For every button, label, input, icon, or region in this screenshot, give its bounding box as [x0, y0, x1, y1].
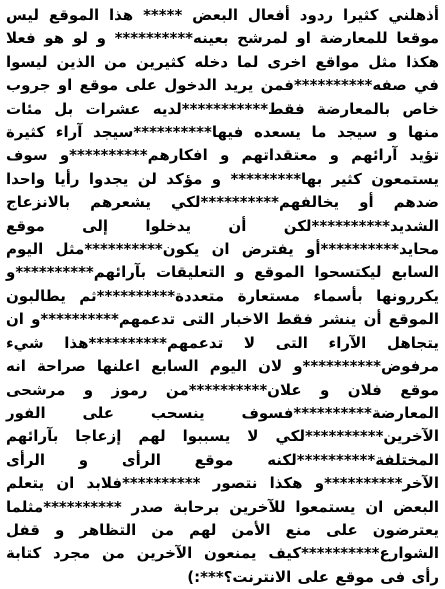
comment-paragraph: أذهلني كثيرا ردود أفعال البعض ***** هذا الموقع ليس موقعا للمعارضة او لمرشح بعينه********** و لو هو فعلا هكذا مثل مواقع اخرى لما دخله كثيرين من الذين ليسوا في صفه**********فمن يريد الدخول على موقع او جروب خاص بالمعارضة فقط***********لديه عشرات بل مئات منها و سيجد ما يسعده فيها**********سيجد آراء كثيرة تؤيد آرائهم و معتقداتهم و افكارهم**********و سوف يستمعون كثير بها********* و مؤكد لن يجدوا رأيا واحدا ضدهم أو يخالفهم**********لكي يشعرهم بالانزعاج الشديد**********لكن أن يدخلوا إلى موقع محايد**********أو يفترض ان يكون**********مثل اليوم السابع ليكتسحوا الموقع و التعليقات بآرائهم**********و يكررونها بأسماء مستعارة متعددة**********ثم يطالبون الموقع أن ينشر فقط الاخبار التى تدعمهم**********و ان يتجاهل الآراء التى لا تدعمهم**********هذا شيء مرفوض**********و لان اليوم السابع اعلنها صراحة انه موقع فلان و علان**********من رموز و مرشحى المعارضة**********فسوف ينسحب على الفور الآخرين**********لكي لا يسببوا لهم إزعاجا بآرائهم المختلفة**********لكنه موقع الرأى و الرأى الآخر**********و هكذا نتصور **********فلابد ان يتعلم البعض ان يستمعوا للآخرين برحابة صدر **********مثلما يعترضون على منع الأمن لهم من التظاهر و قفل الشوارع**********كيف يمنعون الآخرين من مجرد كتابة رأى فى موقع على الانترنت؟***:): [6, 6, 439, 586]
